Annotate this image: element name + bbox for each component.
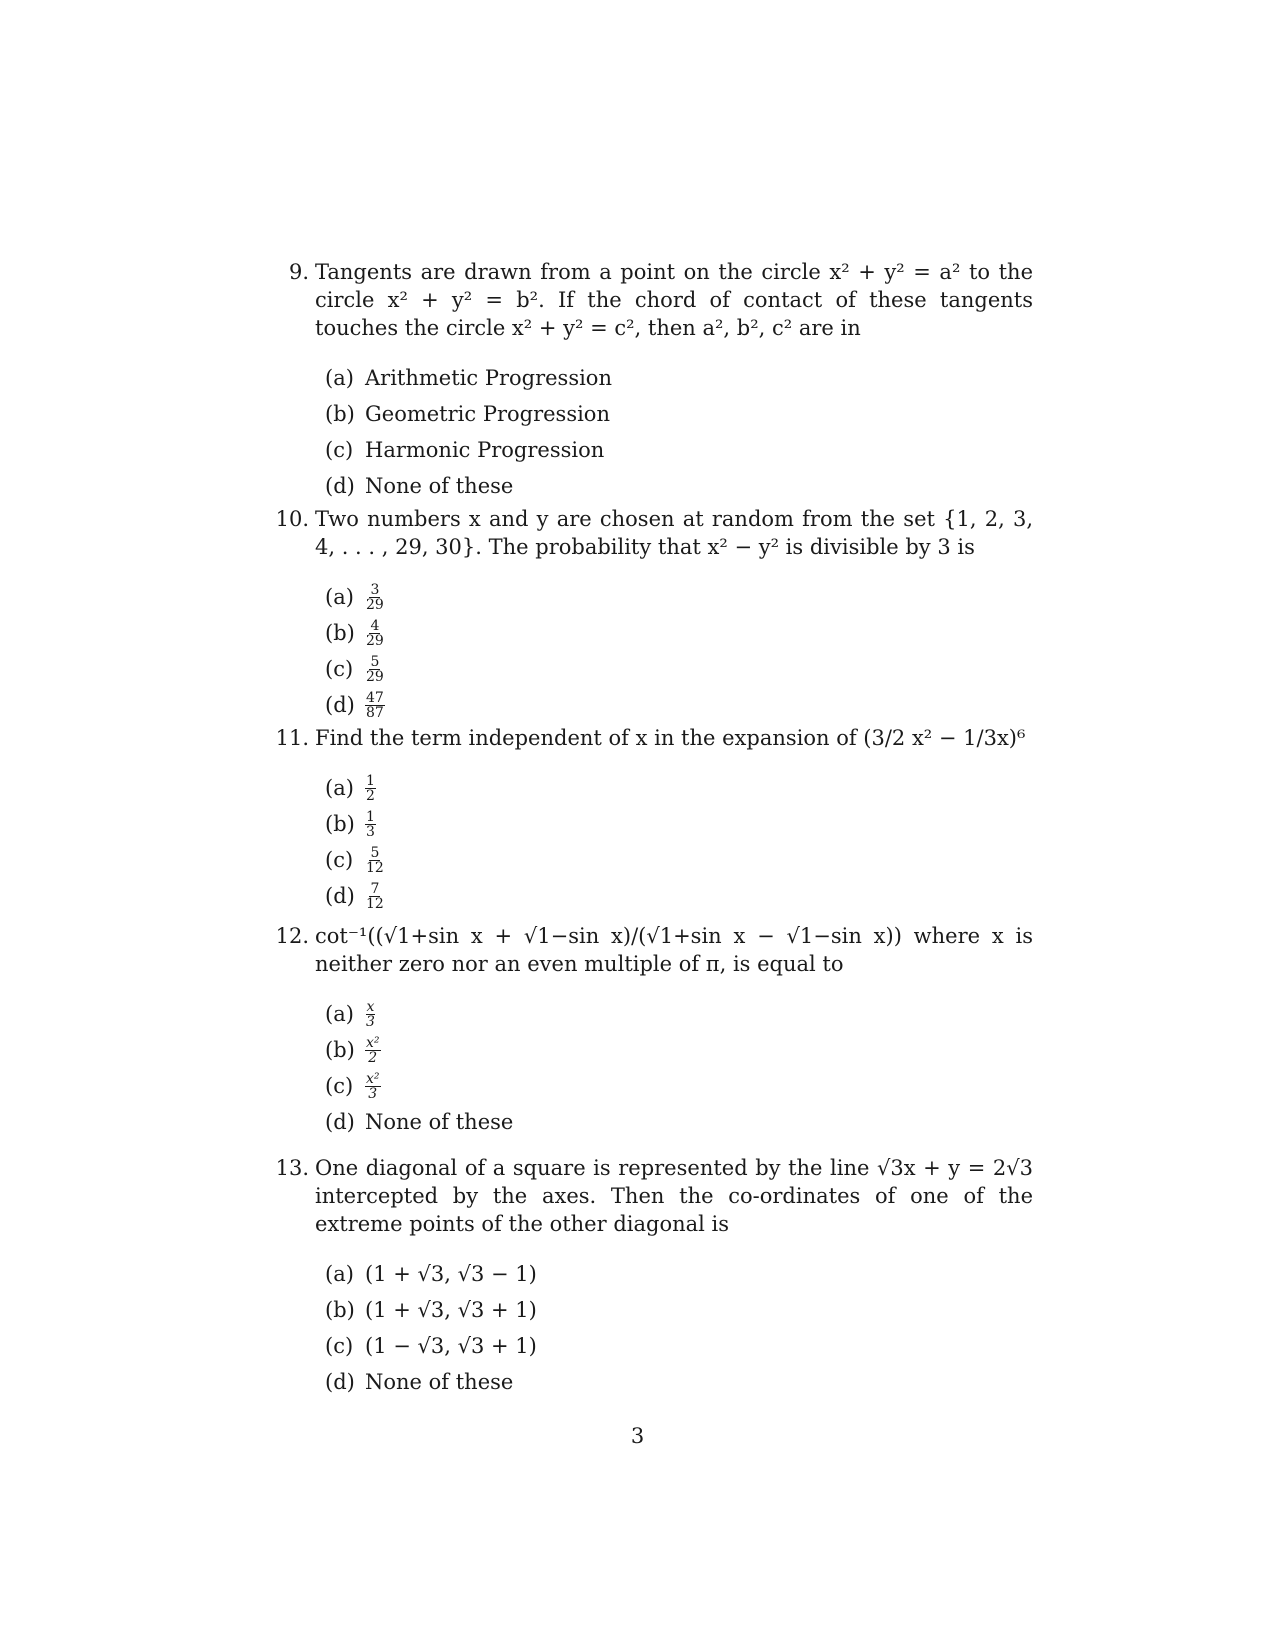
options-list — [273, 579, 1033, 723]
option-c: (c) $\frac{5}{12}$ — [325, 844, 384, 876]
question-text: Tangents are drawn from a point on the circle x² + y² = a² to the circle x² + y² = b². If the chord of contact of these tangents touches the circle x² + y² = c², then a², b², c² are in — [315, 260, 1033, 340]
option-d: (d) None of these — [325, 474, 514, 498]
fraction: $\frac{\text{x²}}{3}$ — [366, 1070, 380, 1102]
question-stem — [273, 258, 1033, 342]
question-number: 10. — [275, 507, 309, 531]
fraction: $\frac{1}{3}$ — [366, 808, 375, 840]
option-c: (c) (1 − √3, √3 + 1) — [325, 1334, 537, 1358]
page-number: 3 — [630, 1424, 645, 1448]
question-13 — [273, 1154, 1033, 1400]
option-d: (d) None of these — [325, 1110, 514, 1134]
fraction: $\frac{1}{2}$ — [366, 772, 375, 804]
option-a: (a) $\frac{1}{2}$ — [325, 772, 375, 804]
fraction: $\frac{4}{29}$ — [366, 617, 384, 649]
option-b: (b) (1 + √3, √3 + 1) — [325, 1298, 537, 1322]
question-stem — [273, 505, 1033, 561]
option-b: (b) $\frac{4}{29}$ — [325, 617, 384, 649]
question-number: 9. — [288, 260, 309, 284]
fraction: $\frac{\text{x²}}{2}$ — [366, 1034, 380, 1066]
question-stem — [273, 922, 1033, 978]
option-a: (a) Arithmetic Progression — [325, 366, 612, 390]
question-number: 12. — [275, 924, 309, 948]
option-b: (b) Geometric Progression — [325, 402, 610, 426]
fraction: $\frac{47}{87}$ — [366, 689, 384, 721]
question-9 — [273, 258, 1033, 504]
fraction: $\frac{x}{3}$ — [366, 998, 375, 1030]
question-number: 13. — [275, 1156, 309, 1180]
question-number: 11. — [275, 726, 309, 750]
fraction: $\frac{5}{29}$ — [366, 653, 384, 685]
option-b: (b) $\frac{\text{x²}}{2}$ — [325, 1034, 380, 1066]
fraction: $\frac{7}{12}$ — [366, 880, 384, 912]
option-c: (c) $\frac{\text{x²}}{3}$ — [325, 1070, 380, 1102]
option-d: (d) $\frac{7}{12}$ — [325, 880, 384, 912]
question-text: Two numbers x and y are chosen at random from the set {1, 2, 3, 4, . . . , 29, 30}. The probability that x² − y² is divisible by 3 is — [315, 507, 1033, 559]
question-11 — [273, 724, 1033, 914]
option-c: (c) $\frac{5}{29}$ — [325, 653, 384, 685]
options-list — [273, 360, 1033, 504]
options-list — [273, 770, 1033, 914]
options-list — [273, 996, 1033, 1140]
question-text: One diagonal of a square is represented by the line √3x + y = 2√3 intercepted by the axes. Then the co-ordinates of one of the extreme points of the other diagonal is — [315, 1156, 1033, 1236]
option-a: (a) (1 + √3, √3 − 1) — [325, 1262, 537, 1286]
option-b: (b) $\frac{1}{3}$ — [325, 808, 375, 840]
option-d: (d) None of these — [325, 1370, 514, 1394]
option-d: (d) $\frac{47}{87}$ — [325, 689, 384, 721]
question-stem — [273, 724, 1033, 752]
option-a: (a) $\frac{x}{3}$ — [325, 998, 375, 1030]
options-list — [273, 1256, 1033, 1400]
option-a: (a) $\frac{3}{29}$ — [325, 581, 384, 613]
question-text: cot⁻¹((√1+sin x + √1−sin x)/(√1+sin x − √1−sin x)) where x is neither zero nor an even multiple of π, is equal to — [315, 924, 1033, 976]
question-text: Find the term independent of x in the expansion of (3/2 x² − 1/3x)⁶ — [315, 726, 1026, 750]
fraction: $\frac{3}{29}$ — [366, 581, 384, 613]
question-12 — [273, 922, 1033, 1140]
question-10 — [273, 505, 1033, 723]
question-stem — [273, 1154, 1033, 1238]
option-c: (c) Harmonic Progression — [325, 438, 605, 462]
fraction: $\frac{5}{12}$ — [366, 844, 384, 876]
